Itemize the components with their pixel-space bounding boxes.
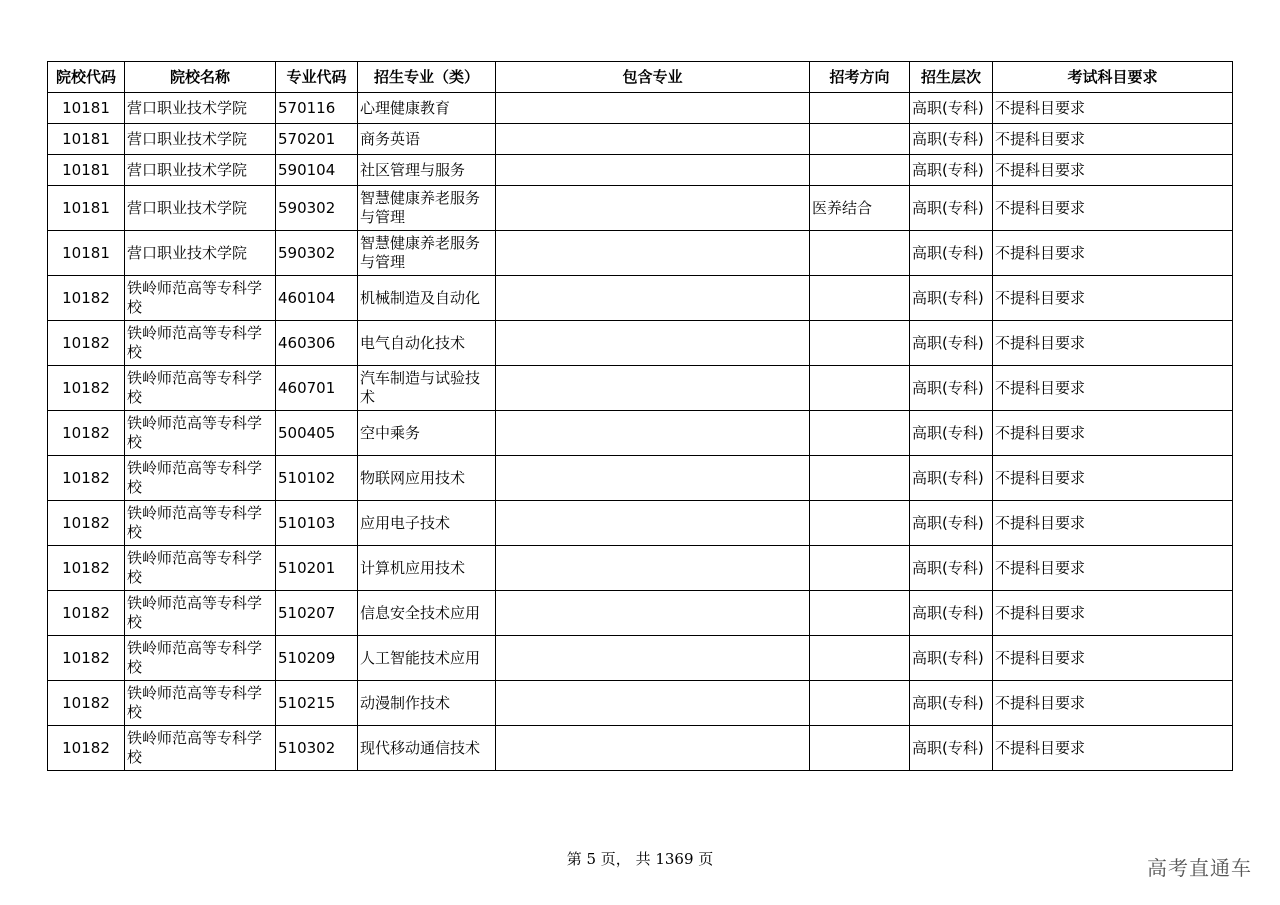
- cell-major: 汽车制造与试验技术: [358, 366, 496, 411]
- cell-school-name: 营口职业技术学院: [125, 124, 276, 155]
- cell-major-code: 590104: [276, 155, 358, 186]
- cell-direction: [810, 93, 910, 124]
- cell-included-majors: [496, 155, 810, 186]
- cell-major-code: 460701: [276, 366, 358, 411]
- cell-level: 高职(专科): [910, 681, 993, 726]
- cell-major-code: 570116: [276, 93, 358, 124]
- cell-subject-requirement: 不提科目要求: [993, 321, 1233, 366]
- cell-major: 应用电子技术: [358, 501, 496, 546]
- table-row: [48, 186, 1233, 231]
- table-row: [48, 321, 1233, 366]
- cell-major: 信息安全技术应用: [358, 591, 496, 636]
- cell-level: 高职(专科): [910, 186, 993, 231]
- cell-direction: [810, 155, 910, 186]
- cell-school-code: 10182: [48, 456, 125, 501]
- cell-major-code: 510209: [276, 636, 358, 681]
- cell-school-code: 10182: [48, 501, 125, 546]
- cell-major-code: 510207: [276, 591, 358, 636]
- cell-major-code: 510302: [276, 726, 358, 771]
- cell-major: 社区管理与服务: [358, 155, 496, 186]
- header-school-code: 院校代码: [48, 62, 125, 93]
- cell-level: 高职(专科): [910, 366, 993, 411]
- table-row: [48, 591, 1233, 636]
- cell-included-majors: [496, 321, 810, 366]
- header-major: 招生专业（类）: [358, 62, 496, 93]
- cell-direction: [810, 456, 910, 501]
- cell-direction: [810, 726, 910, 771]
- cell-school-code: 10181: [48, 124, 125, 155]
- cell-included-majors: [496, 411, 810, 456]
- cell-direction: [810, 636, 910, 681]
- table-row: [48, 93, 1233, 124]
- cell-level: 高职(专科): [910, 276, 993, 321]
- cell-major-code: 500405: [276, 411, 358, 456]
- cell-subject-requirement: 不提科目要求: [993, 124, 1233, 155]
- cell-subject-requirement: 不提科目要求: [993, 681, 1233, 726]
- cell-school-name: 营口职业技术学院: [125, 155, 276, 186]
- cell-school-name: 营口职业技术学院: [125, 186, 276, 231]
- cell-subject-requirement: 不提科目要求: [993, 546, 1233, 591]
- cell-school-code: 10182: [48, 366, 125, 411]
- cell-major: 现代移动通信技术: [358, 726, 496, 771]
- cell-major-code: 460306: [276, 321, 358, 366]
- cell-school-name: 铁岭师范高等专科学校: [125, 411, 276, 456]
- cell-direction: [810, 276, 910, 321]
- cell-level: 高职(专科): [910, 726, 993, 771]
- admission-table: [47, 61, 1233, 771]
- cell-school-name: 铁岭师范高等专科学校: [125, 726, 276, 771]
- cell-subject-requirement: 不提科目要求: [993, 276, 1233, 321]
- cell-major: 计算机应用技术: [358, 546, 496, 591]
- cell-included-majors: [496, 726, 810, 771]
- cell-major: 机械制造及自动化: [358, 276, 496, 321]
- cell-direction: [810, 546, 910, 591]
- cell-level: 高职(专科): [910, 124, 993, 155]
- cell-included-majors: [496, 501, 810, 546]
- header-included-majors: 包含专业: [496, 62, 810, 93]
- cell-subject-requirement: 不提科目要求: [993, 93, 1233, 124]
- cell-subject-requirement: 不提科目要求: [993, 155, 1233, 186]
- table-row: [48, 231, 1233, 276]
- cell-included-majors: [496, 681, 810, 726]
- header-level: 招生层次: [910, 62, 993, 93]
- cell-included-majors: [496, 93, 810, 124]
- cell-major-code: 510215: [276, 681, 358, 726]
- table-row: [48, 411, 1233, 456]
- cell-direction: [810, 366, 910, 411]
- cell-included-majors: [496, 546, 810, 591]
- cell-included-majors: [496, 231, 810, 276]
- cell-level: 高职(专科): [910, 456, 993, 501]
- cell-major-code: 460104: [276, 276, 358, 321]
- table-header-row: [48, 62, 1233, 93]
- cell-subject-requirement: 不提科目要求: [993, 591, 1233, 636]
- cell-major: 心理健康教育: [358, 93, 496, 124]
- cell-direction: [810, 411, 910, 456]
- cell-school-code: 10182: [48, 321, 125, 366]
- cell-direction: [810, 681, 910, 726]
- cell-subject-requirement: 不提科目要求: [993, 726, 1233, 771]
- cell-direction: [810, 231, 910, 276]
- watermark-text: 高考直通车: [1147, 856, 1252, 880]
- header-school-name: 院校名称: [125, 62, 276, 93]
- cell-major-code: 570201: [276, 124, 358, 155]
- table-row: [48, 366, 1233, 411]
- cell-direction: [810, 124, 910, 155]
- table-row: [48, 276, 1233, 321]
- cell-school-code: 10182: [48, 546, 125, 591]
- table-row: [48, 155, 1233, 186]
- cell-major-code: 510103: [276, 501, 358, 546]
- cell-level: 高职(专科): [910, 155, 993, 186]
- cell-school-code: 10182: [48, 276, 125, 321]
- cell-direction: [810, 321, 910, 366]
- cell-school-code: 10182: [48, 726, 125, 771]
- cell-school-code: 10182: [48, 681, 125, 726]
- cell-subject-requirement: 不提科目要求: [993, 636, 1233, 681]
- cell-school-code: 10181: [48, 93, 125, 124]
- cell-school-name: 铁岭师范高等专科学校: [125, 546, 276, 591]
- cell-school-name: 铁岭师范高等专科学校: [125, 456, 276, 501]
- cell-included-majors: [496, 124, 810, 155]
- cell-school-code: 10181: [48, 155, 125, 186]
- cell-major: 动漫制作技术: [358, 681, 496, 726]
- cell-level: 高职(专科): [910, 501, 993, 546]
- cell-major: 商务英语: [358, 124, 496, 155]
- cell-major-code: 510102: [276, 456, 358, 501]
- cell-school-name: 铁岭师范高等专科学校: [125, 276, 276, 321]
- cell-level: 高职(专科): [910, 636, 993, 681]
- cell-level: 高职(专科): [910, 321, 993, 366]
- cell-school-name: 铁岭师范高等专科学校: [125, 681, 276, 726]
- cell-included-majors: [496, 636, 810, 681]
- cell-included-majors: [496, 591, 810, 636]
- cell-major: 物联网应用技术: [358, 456, 496, 501]
- cell-direction: [810, 591, 910, 636]
- table-row: [48, 726, 1233, 771]
- cell-subject-requirement: 不提科目要求: [993, 501, 1233, 546]
- cell-major: 智慧健康养老服务与管理: [358, 231, 496, 276]
- cell-subject-requirement: 不提科目要求: [993, 231, 1233, 276]
- cell-major-code: 590302: [276, 186, 358, 231]
- header-major-code: 专业代码: [276, 62, 358, 93]
- cell-major: 空中乘务: [358, 411, 496, 456]
- cell-school-name: 铁岭师范高等专科学校: [125, 501, 276, 546]
- cell-school-code: 10182: [48, 411, 125, 456]
- cell-school-code: 10181: [48, 186, 125, 231]
- cell-subject-requirement: 不提科目要求: [993, 186, 1233, 231]
- header-subject-requirement: 考试科目要求: [993, 62, 1233, 93]
- cell-direction: [810, 501, 910, 546]
- cell-school-code: 10182: [48, 591, 125, 636]
- cell-direction: 医养结合: [810, 186, 910, 231]
- cell-level: 高职(专科): [910, 591, 993, 636]
- cell-school-name: 铁岭师范高等专科学校: [125, 321, 276, 366]
- header-direction: 招考方向: [810, 62, 910, 93]
- cell-level: 高职(专科): [910, 411, 993, 456]
- table-row: [48, 124, 1233, 155]
- cell-subject-requirement: 不提科目要求: [993, 411, 1233, 456]
- cell-major: 电气自动化技术: [358, 321, 496, 366]
- cell-school-code: 10181: [48, 231, 125, 276]
- cell-level: 高职(专科): [910, 546, 993, 591]
- cell-major: 智慧健康养老服务与管理: [358, 186, 496, 231]
- table-row: [48, 681, 1233, 726]
- cell-major-code: 510201: [276, 546, 358, 591]
- cell-school-name: 营口职业技术学院: [125, 93, 276, 124]
- cell-school-name: 铁岭师范高等专科学校: [125, 591, 276, 636]
- cell-school-code: 10182: [48, 636, 125, 681]
- cell-subject-requirement: 不提科目要求: [993, 366, 1233, 411]
- cell-level: 高职(专科): [910, 231, 993, 276]
- cell-included-majors: [496, 276, 810, 321]
- page-footer: 第 5 页， 共 1369 页: [566, 850, 714, 868]
- cell-subject-requirement: 不提科目要求: [993, 456, 1233, 501]
- cell-major-code: 590302: [276, 231, 358, 276]
- cell-major: 人工智能技术应用: [358, 636, 496, 681]
- cell-included-majors: [496, 456, 810, 501]
- table-row: [48, 636, 1233, 681]
- table-row: [48, 501, 1233, 546]
- table-row: [48, 546, 1233, 591]
- cell-school-name: 铁岭师范高等专科学校: [125, 366, 276, 411]
- cell-included-majors: [496, 366, 810, 411]
- cell-school-name: 营口职业技术学院: [125, 231, 276, 276]
- cell-included-majors: [496, 186, 810, 231]
- cell-school-name: 铁岭师范高等专科学校: [125, 636, 276, 681]
- table-row: [48, 456, 1233, 501]
- cell-level: 高职(专科): [910, 93, 993, 124]
